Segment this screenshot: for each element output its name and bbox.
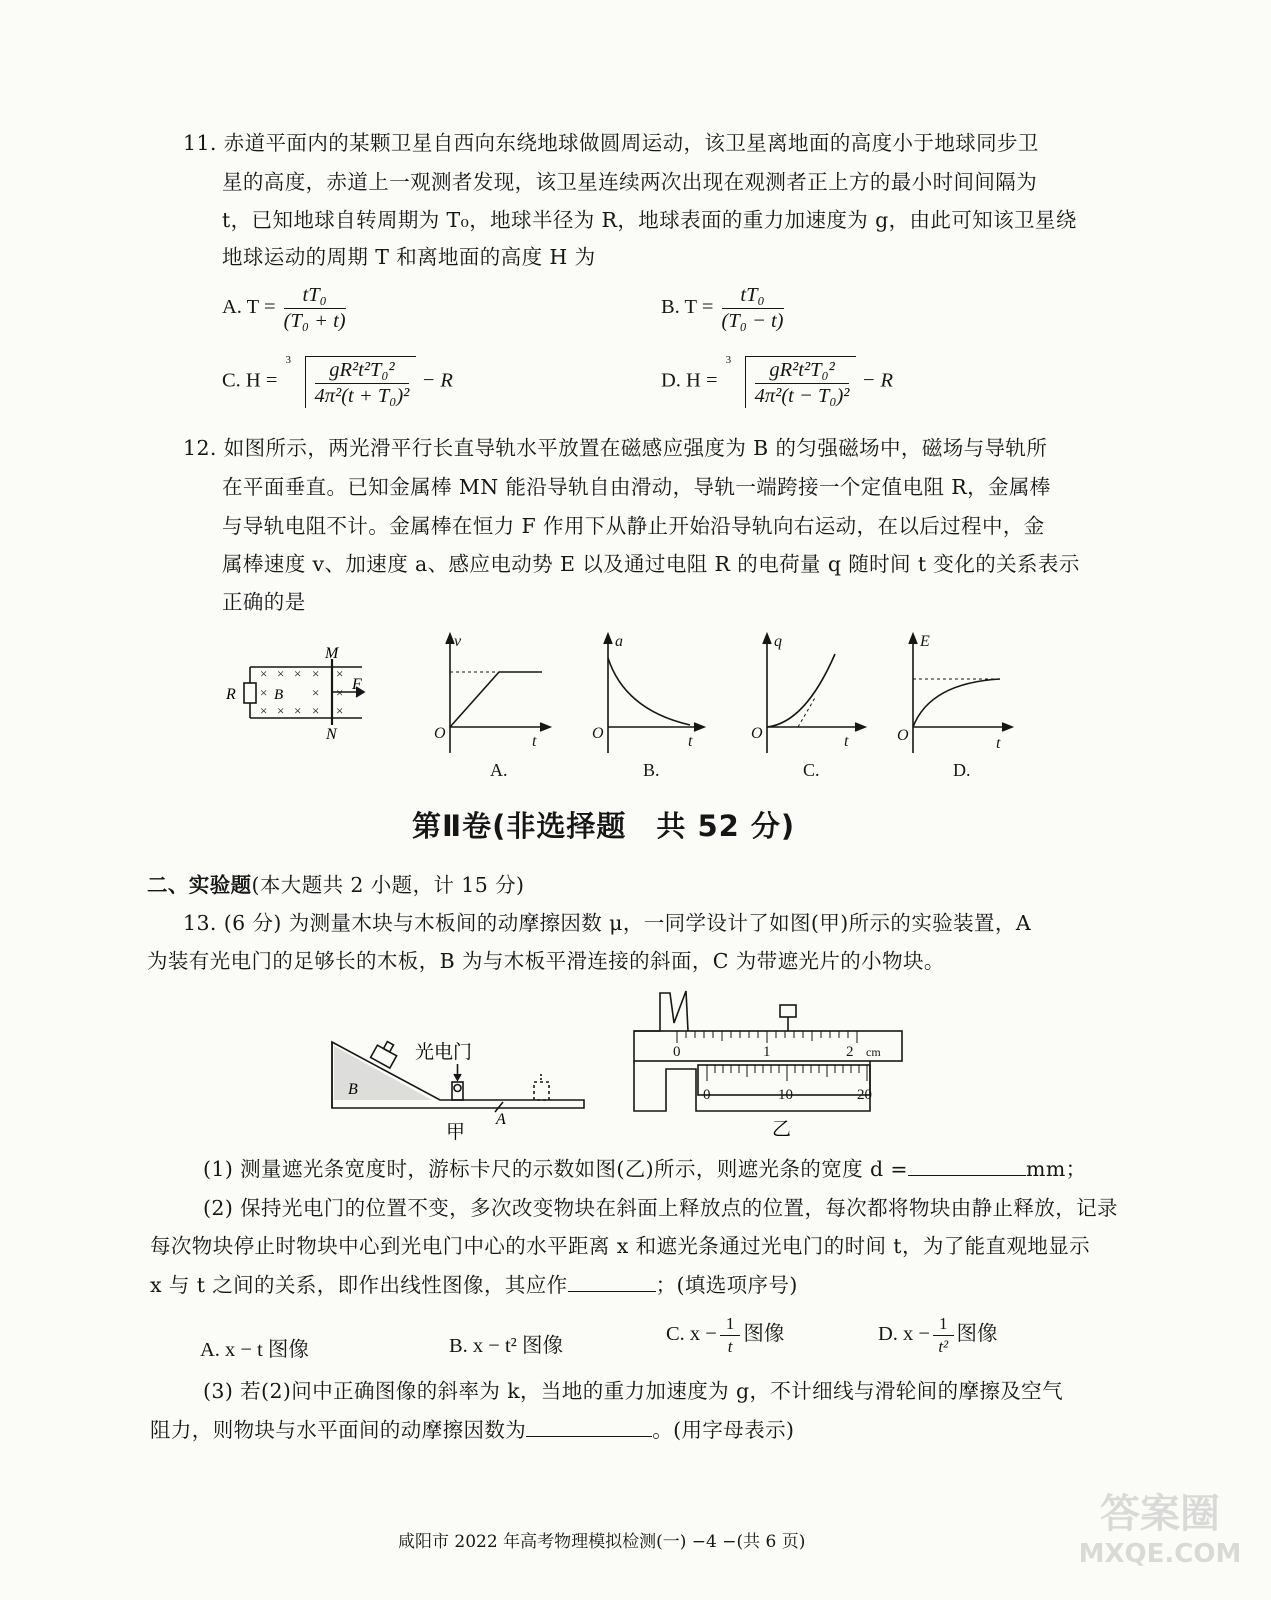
graph-c-xlabel: t (844, 733, 849, 750)
graph-b-ylabel: a (615, 633, 623, 650)
svg-text:×: × (277, 703, 285, 718)
q12-circuit-diagram (222, 645, 372, 745)
graph-c-option: C. (803, 760, 820, 780)
jia-b-label: B (348, 1081, 358, 1098)
q11-option-a: A. T = $\frac{\text{tT₀}}{\text{(T₀ + t)}}$ (222, 284, 346, 332)
svg-text:×: × (336, 685, 344, 700)
caliper-vernier-20: 20 (857, 1087, 872, 1103)
yi-caption: 乙 (772, 1118, 792, 1140)
q13-part3-line-2: 阻力，则物块与水平面间的动摩擦因数为 。(用字母表示) (150, 1418, 795, 1442)
jia-a-label: A (496, 1111, 506, 1128)
q13-part1-blank (908, 1175, 1026, 1176)
graph-a-origin: O (434, 725, 446, 742)
q12-circuit-f-label: F (352, 676, 362, 693)
jia-photogate-label: 光电门 (415, 1041, 473, 1063)
q13-part3-line-1: (3) 若(2)问中正确图像的斜率为 k，当地的重力加速度为 g，不计细线与滑轮间的摩擦及空气 (203, 1379, 1063, 1403)
graph-c-ylabel: q (774, 633, 782, 650)
q11-option-b: B. T = $\frac{\text{tT₀}}{\text{(T₀ − t)}}$ (661, 284, 784, 332)
graph-b-option: B. (643, 760, 660, 780)
graph-d-option: D. (953, 760, 971, 780)
graph-d-origin: O (897, 727, 909, 744)
q13-part1: (1) 测量遮光条宽度时，游标卡尺的示数如图(乙)所示，则遮光条的宽度 d = mm； (203, 1157, 1087, 1181)
svg-text:×: × (294, 666, 302, 681)
graph-d-ylabel: E (920, 633, 930, 650)
svg-text:×: × (277, 666, 285, 681)
svg-text:×: × (336, 703, 344, 718)
caliper-main-2: 2 (846, 1044, 854, 1060)
q13-part2-line-2: 每次物块停止时物块中心到光电门中心的水平距离 x 和遮光条通过光电门的时间 t，为了能直观地显示 (150, 1234, 1091, 1258)
q13-figure-jia (328, 1030, 590, 1145)
caliper-unit: cm (866, 1045, 881, 1059)
q11-line-3: t，已知地球自转周期为 T₀，地球半径为 R，地球表面的重力加速度为 g，由此可知该卫星绕 (222, 208, 1077, 232)
caliper-vernier-10: 10 (778, 1087, 793, 1103)
svg-text:×: × (260, 666, 268, 681)
graph-a-ylabel: v (454, 633, 462, 650)
svg-text:×: × (312, 685, 320, 700)
q12-line-1: 12. 如图所示，两光滑平行长直导轨水平放置在磁感应强度为 B 的匀强磁场中，磁场与导轨所 (183, 436, 1048, 460)
q13-part2-blank (568, 1291, 656, 1292)
q12-circuit-b-label: B (274, 687, 284, 703)
svg-text:×: × (260, 703, 268, 718)
watermark-logo: 答案圈 MXQE.COM (1078, 1491, 1242, 1569)
q12-circuit-r-label: R (226, 686, 236, 703)
svg-text:×: × (312, 703, 320, 718)
q13-option-d: D. x − $\frac{1}{\text{t²}}$ 图像 (878, 1314, 998, 1356)
q13-figure-yi-caliper (630, 985, 920, 1140)
q11-option-c: C. H = 3 $\frac{\text{gR²t²T₀²}}{\text{4π²(t + T₀)²}}$ − R (222, 354, 453, 407)
q13-line-2: 为装有光电门的足够长的木板，B 为与木板平滑连接的斜面，C 为带遮光片的小物块。 (147, 949, 945, 973)
caliper-vernier-0: 0 (703, 1087, 711, 1103)
section-title: 第Ⅱ卷(非选择题 共 52 分) (412, 809, 796, 843)
q11-line-2: 星的高度，赤道上一观测者发现，该卫星连续两次出现在观测者正上方的最小时间间隔为 (222, 170, 1038, 194)
svg-text:×: × (294, 703, 302, 718)
q13-option-c: C. x − $\frac{1}{t}$ 图像 (666, 1314, 785, 1356)
q12-line-3: 与导轨电阻不计。金属棒在恒力 F 作用下从静止开始沿导轨向右运动，在以后过程中，金 (222, 514, 1045, 538)
q13-part2-line-3: x 与 t 之间的关系，即作出线性图像，其应作 ；(填选项序号) (150, 1273, 798, 1297)
graph-b-origin: O (592, 725, 604, 742)
q12-line-4: 属棒速度 v、加速度 a、感应电动势 E 以及通过电阻 R 的电荷量 q 随时间 t 变化的关系表示 (222, 552, 1080, 576)
caliper-main-1: 1 (763, 1044, 771, 1060)
svg-text:×: × (336, 666, 344, 681)
graph-a-xlabel: t (532, 733, 537, 750)
q11-option-d: D. H = 3 $\frac{\text{gR²t²T₀²}}{\text{4π²(t − T₀)²}}$ − R (661, 354, 894, 407)
jia-caption: 甲 (446, 1121, 466, 1143)
graph-c-origin: O (751, 725, 763, 742)
q12-graphs (420, 628, 1060, 788)
q13-option-b: B. x − t² 图像 (449, 1335, 563, 1357)
part2-heading: 二、实验题(本大题共 2 小题，计 15 分) (147, 873, 525, 897)
q13-line-1: 13. (6 分) 为测量木块与木板间的动摩擦因数 μ，一同学设计了如图(甲)所示的实验装置，A (183, 911, 1032, 935)
graph-b-xlabel: t (688, 733, 693, 750)
q13-part3-blank (526, 1436, 652, 1437)
caliper-main-0: 0 (673, 1044, 681, 1060)
svg-text:×: × (260, 685, 268, 700)
q11-line-4: 地球运动的周期 T 和离地面的高度 H 为 (222, 245, 596, 269)
page-footer: 咸阳市 2022 年高考物理模拟检测(一) −4 −(共 6 页) (398, 1532, 806, 1552)
graph-a-option: A. (490, 760, 508, 780)
q12-circuit-m-label: M (325, 645, 339, 662)
q12-circuit-n-label: N (326, 726, 337, 743)
q11-line-1: 11. 赤道平面内的某颗卫星自西向东绕地球做圆周运动，该卫星离地面的高度小于地球同步卫 (183, 131, 1039, 155)
q12-line-5: 正确的是 (222, 590, 306, 614)
svg-text:×: × (312, 666, 320, 681)
q13-option-a: A. x − t 图像 (200, 1339, 309, 1361)
q12-line-2: 在平面垂直。已知金属棒 MN 能沿导轨自由滑动，导轨一端跨接一个定值电阻 R，金属棒 (222, 475, 1051, 499)
graph-d-xlabel: t (996, 735, 1001, 752)
q13-part2-line-1: (2) 保持光电门的位置不变，多次改变物块在斜面上释放点的位置，每次都将物块由静止释放，记录 (203, 1196, 1118, 1220)
